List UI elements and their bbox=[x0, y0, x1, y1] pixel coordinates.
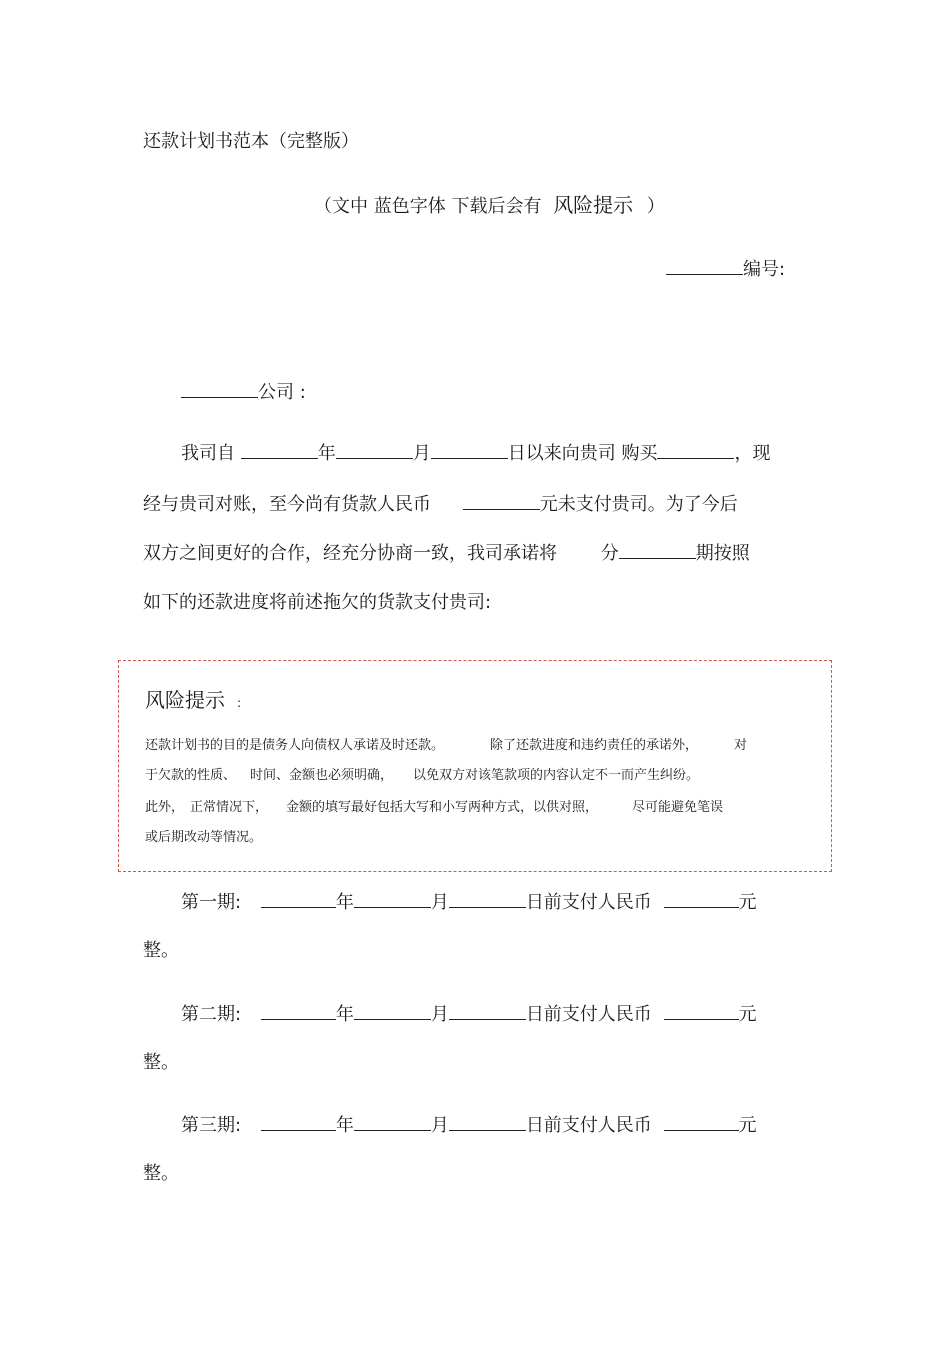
installment-text: 日前支付人民币 bbox=[525, 1115, 652, 1136]
body-text: 期按照 bbox=[695, 543, 750, 564]
risk-text: 于欠款的性质、 bbox=[145, 768, 237, 783]
installment-2-end: 整。 bbox=[143, 1052, 179, 1073]
start-year-blank[interactable] bbox=[241, 440, 318, 459]
risk-text: 此外， bbox=[145, 800, 185, 815]
body-text: 分 bbox=[600, 543, 619, 564]
start-day-blank[interactable] bbox=[431, 440, 508, 459]
installment-1-amount-blank[interactable] bbox=[664, 889, 739, 908]
subtitle-highlight: 风险提示 bbox=[553, 193, 634, 217]
installment-1-end: 整。 bbox=[143, 940, 179, 961]
body-text: 年 bbox=[317, 443, 336, 464]
installment-2-amount-blank[interactable] bbox=[664, 1001, 739, 1020]
document-title: 还款计划书范本（完整版） bbox=[143, 131, 359, 152]
risk-text: 除了还款进度和违约责任的承诺外， bbox=[490, 738, 699, 753]
installment-text: 月 bbox=[430, 1004, 449, 1025]
number-blank[interactable] bbox=[666, 256, 743, 275]
unpaid-amount-blank[interactable] bbox=[463, 491, 540, 510]
risk-line-4: 或后期改动等情况。 bbox=[145, 830, 263, 845]
installment-count-blank[interactable] bbox=[619, 540, 696, 559]
installment-text: 日前支付人民币 bbox=[525, 892, 652, 913]
body-text: 月 bbox=[412, 443, 431, 464]
risk-title-colon: : bbox=[237, 696, 242, 710]
risk-title-text: 风险提示 bbox=[145, 688, 225, 712]
body-text: 我司自 bbox=[181, 443, 235, 464]
installment-1-year-blank[interactable] bbox=[261, 889, 336, 908]
installment-2 bbox=[181, 1001, 757, 1027]
installment-2-year-blank[interactable] bbox=[261, 1001, 336, 1020]
installment-label: 第二期: bbox=[181, 1004, 242, 1025]
company-label: 公司 : bbox=[258, 382, 306, 403]
risk-text: 金额的填写最好包括大写和小写两种方式，以供对照， bbox=[286, 800, 599, 815]
installment-1-day-blank[interactable] bbox=[449, 889, 526, 908]
start-month-blank[interactable] bbox=[336, 440, 413, 459]
risk-notice-box bbox=[118, 660, 832, 872]
risk-text: 尽可能避免笔误 bbox=[632, 800, 724, 815]
company-blank[interactable] bbox=[181, 379, 258, 398]
subtitle-prefix: （文中 蓝色字体 下载后会有 bbox=[314, 196, 542, 217]
installment-text: 月 bbox=[430, 892, 449, 913]
body-text: ，现 bbox=[734, 443, 771, 464]
installment-3-end: 整。 bbox=[143, 1163, 179, 1184]
installment-3-amount-blank[interactable] bbox=[664, 1112, 739, 1131]
risk-text: 对 bbox=[734, 738, 748, 753]
goods-blank[interactable] bbox=[657, 440, 734, 459]
subtitle bbox=[314, 192, 665, 220]
installment-3-year-blank[interactable] bbox=[261, 1112, 336, 1131]
installment-2-day-blank[interactable] bbox=[449, 1001, 526, 1020]
installment-1 bbox=[181, 889, 757, 915]
risk-text: 还款计划书的目的是债务人向债权人承诺及时还款。 bbox=[145, 738, 445, 753]
installment-text: 年 bbox=[335, 892, 354, 913]
risk-text: 以免双方对该笔款项的内容认定不一而产生纠纷。 bbox=[413, 768, 700, 783]
installment-text: 元 bbox=[738, 1115, 757, 1136]
document-number bbox=[666, 256, 785, 282]
body-text: 经与贵司对账，至今尚有货款人民币 bbox=[143, 494, 431, 515]
installment-2-month-blank[interactable] bbox=[354, 1001, 431, 1020]
installment-text: 日前支付人民币 bbox=[525, 1004, 652, 1025]
installment-3-day-blank[interactable] bbox=[449, 1112, 526, 1131]
risk-text: 时间、金额也必须明确， bbox=[250, 768, 394, 783]
installment-label: 第一期: bbox=[181, 892, 242, 913]
body-line-1 bbox=[181, 440, 770, 466]
installment-1-month-blank[interactable] bbox=[354, 889, 431, 908]
risk-title bbox=[145, 687, 241, 716]
body-text: 双方之间更好的合作，经充分协商一致，我司承诺将 bbox=[143, 543, 557, 564]
installment-label: 第三期: bbox=[181, 1115, 242, 1136]
installment-text: 月 bbox=[430, 1115, 449, 1136]
body-text: 购买 bbox=[621, 443, 658, 464]
installment-3 bbox=[181, 1112, 757, 1138]
addressee bbox=[181, 379, 306, 405]
body-line-4: 如下的还款进度将前述拖欠的货款支付贵司: bbox=[143, 592, 492, 613]
risk-line-1 bbox=[145, 737, 747, 755]
number-label: 编号: bbox=[743, 259, 786, 280]
risk-line-2 bbox=[145, 767, 699, 785]
installment-3-month-blank[interactable] bbox=[354, 1112, 431, 1131]
body-line-3 bbox=[143, 540, 750, 566]
installment-text: 元 bbox=[738, 892, 757, 913]
risk-text: 正常情况下， bbox=[190, 800, 269, 815]
installment-text: 年 bbox=[335, 1115, 354, 1136]
body-text: 元未支付贵司。为了今后 bbox=[539, 494, 738, 515]
body-text: 日以来向贵司 bbox=[507, 443, 616, 464]
risk-line-3 bbox=[145, 799, 723, 817]
body-line-2 bbox=[143, 491, 738, 517]
subtitle-suffix: ） bbox=[646, 196, 665, 217]
installment-text: 元 bbox=[738, 1004, 757, 1025]
installment-text: 年 bbox=[335, 1004, 354, 1025]
